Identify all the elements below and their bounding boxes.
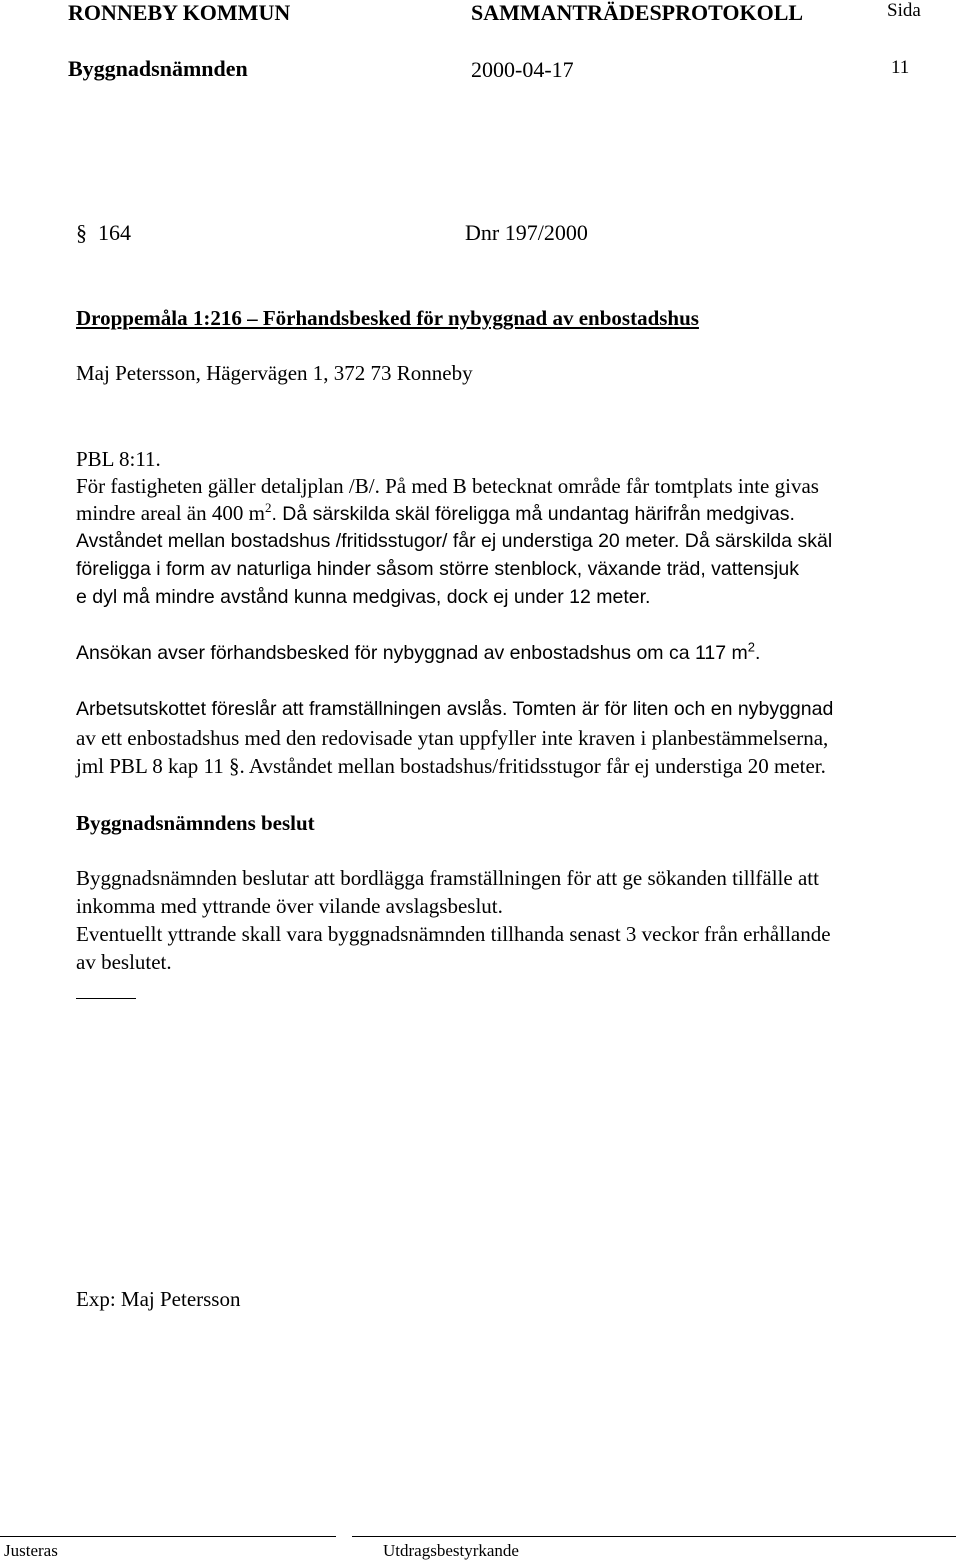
rules-line-6: e dyl må mindre avstånd kunna medgivas, dock ej under 12 meter. — [76, 586, 651, 608]
application-end: . — [754, 642, 761, 664]
decision-line-2: inkomma med yttrande över vilande avslagsbeslut. — [76, 894, 503, 918]
proposal-line-1: Arbetsutskottet föreslår att framställningen avslås. Tomten är för liten och en nybyggnad — [76, 698, 834, 720]
proposal-line-3a: jml PBL 8 kap 11 — [76, 754, 230, 778]
application-main: Ansökan avser förhandsbesked för nybyggnad av enbostadshus om ca 117 m — [76, 642, 748, 664]
proposal-line-3 — [76, 754, 826, 779]
decision-line-1: Byggnadsnämnden beslutar att bordlägga framställningen för att ge sökanden tillfälle att — [76, 866, 819, 890]
footer-line-right — [352, 1536, 956, 1537]
rules-line-3b: . Då särskilda skäl föreligga må undantag härifrån medgivas. — [271, 503, 795, 525]
proposal-line-2: av ett enbostadshus med den redovisade ytan uppfyller inte kraven i planbestämmelserna, — [76, 726, 829, 750]
rules-line-1: PBL 8:11. — [76, 447, 161, 471]
footer-utdragsbestyrkande: Utdragsbestyrkande — [383, 1541, 519, 1560]
rules-line-5: föreligga i form av naturliga hinder såsom större stenblock, växande träd, vattensjuk — [76, 558, 799, 580]
rules-line-4: Avståndet mellan bostadshus /fritidsstugor/ får ej understiga 20 meter. Då särskilda skäl — [76, 530, 833, 552]
decision-line-3: Eventuellt yttrande skall vara byggnadsnämnden tillhanda senast 3 veckor från erhållande — [76, 922, 831, 946]
page-label: Sida — [887, 0, 921, 21]
applicant: Maj Petersson, Hägervägen 1, 372 73 Ronneby — [76, 361, 473, 385]
page-number: 11 — [891, 57, 910, 78]
rules-line-3a: mindre areal än 400 m — [76, 501, 265, 525]
rules-line-3 — [76, 501, 795, 526]
application-text — [76, 639, 761, 665]
end-rule — [76, 998, 136, 999]
case-number-value: 164 — [98, 220, 131, 245]
decision-line-4: av beslutet. — [76, 950, 172, 974]
expedition: Exp: Maj Petersson — [76, 1287, 241, 1311]
footer-justeras: Justeras — [4, 1541, 58, 1560]
case-number — [76, 220, 131, 246]
org-name: RONNEBY KOMMUN — [68, 0, 291, 25]
application-sup: 2 — [747, 639, 755, 655]
rules-line-3-sup: 2 — [264, 500, 272, 515]
footer-line-left — [0, 1536, 336, 1537]
rules-line-2: För fastigheten gäller detaljplan /B/. På med B betecknat område får tomtplats inte givas — [76, 474, 819, 498]
case-title: Droppemåla 1:216 – Förhandsbesked för nybyggnad av enbostadshus — [76, 306, 699, 330]
decision-heading: Byggnadsnämndens beslut — [76, 811, 315, 835]
proposal-line-3b: . Avståndet mellan bostadshus/fritidsstugor får ej understiga 20 meter. — [239, 754, 826, 778]
meeting-date: 2000-04-17 — [471, 57, 574, 82]
document-type: SAMMANTRÄDESPROTOKOLL — [471, 0, 804, 25]
case-dnr: Dnr 197/2000 — [465, 220, 588, 245]
section-symbol: § — [229, 754, 240, 778]
committee-name: Byggnadsnämnden — [68, 56, 248, 81]
section-symbol: § — [76, 220, 87, 245]
